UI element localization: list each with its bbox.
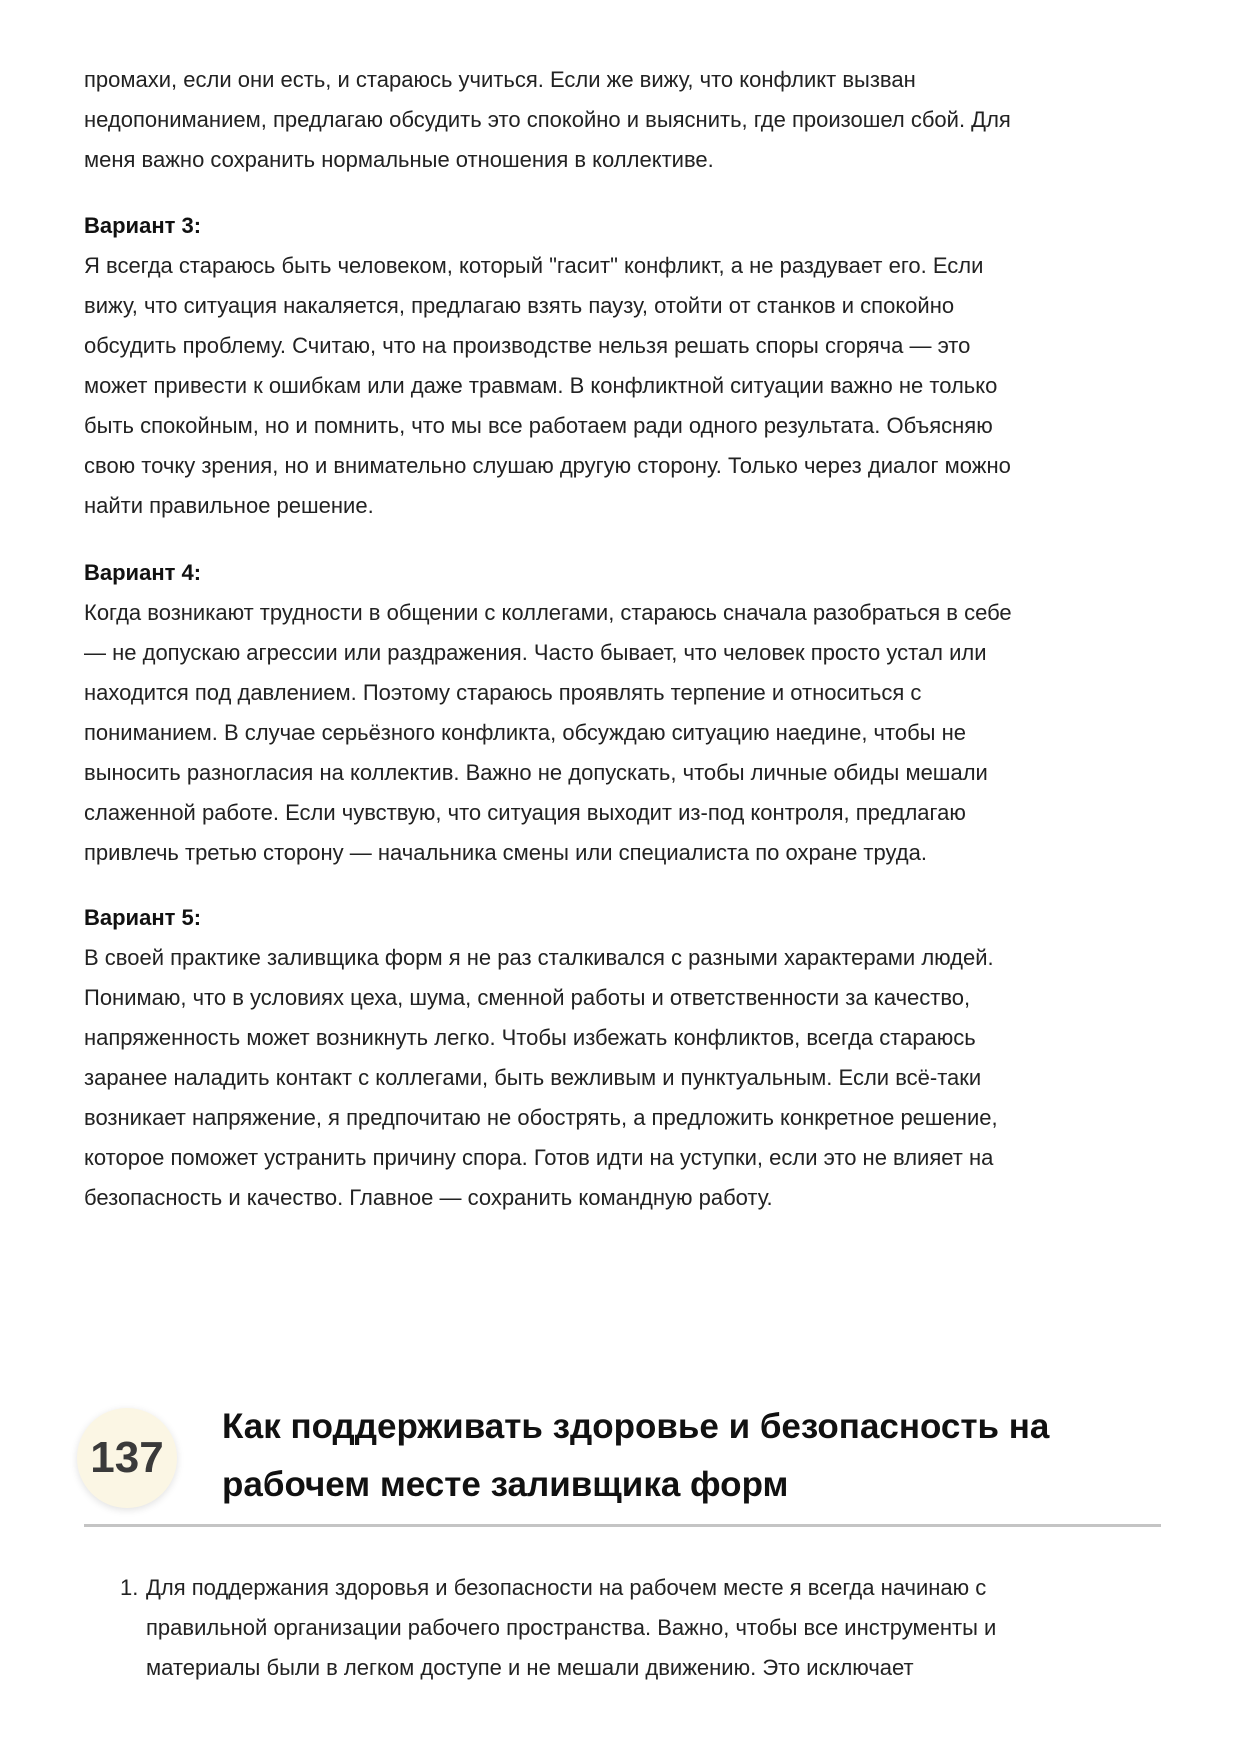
text-line: Понимаю, что в условиях цеха, шума, сменной работы и ответственности за качество, [84,985,971,1010]
text-line: слаженной работе. Если чувствую, что ситуация выходит из-под контроля, предлагаю [84,800,966,825]
variant-label: Вариант 5: [84,905,202,930]
variant-4 [84,553,1012,873]
text-line: которое поможет устранить причину спора. Готов идти на уступки, если это не влияет на [84,1145,994,1170]
text-line: может привести к ошибкам или даже травмам. В конфликтной ситуации важно не только [84,373,998,398]
list-marker: 1. [120,1575,139,1600]
section-divider [84,1524,1161,1527]
section-title-line: рабочем месте заливщика форм [222,1465,789,1504]
variant-5 [84,898,998,1218]
text-line: Для поддержания здоровья и безопасности на рабочем месте я всегда начинаю с [146,1575,987,1600]
text-line: В своей практике заливщика форм я не раз сталкивался с разными характерами людей. [84,945,994,970]
text-line: заранее наладить контакт с коллегами, быть вежливым и пунктуальным. Если всё-таки [84,1065,982,1090]
variant-label: Вариант 4: [84,560,202,585]
section-number-badge: 137 [77,1408,177,1508]
text-line: возникает напряжение, я предпочитаю не обострять, а предложить конкретное решение, [84,1105,998,1130]
variant-3 [84,206,1011,526]
intro-paragraph [84,60,1011,180]
text-line: Я всегда стараюсь быть человеком, который "гасит" конфликт, а не раздувает его. Если [84,253,984,278]
text-line: пониманием. В случае серьёзного конфликта, обсуждаю ситуацию наедине, чтобы не [84,720,966,745]
text-line: найти правильное решение. [84,493,374,518]
text-line: Когда возникают трудности в общении с коллегами, стараюсь сначала разобраться в себе [84,600,1012,625]
text-line: безопасность и качество. Главное — сохранить командную работу. [84,1185,773,1210]
text-line: свою точку зрения, но и внимательно слушаю другую сторону. Только через диалог можно [84,453,1011,478]
text-line: недопониманием, предлагаю обсудить это спокойно и выяснить, где произошел сбой. Для [84,107,1011,132]
text-line: выносить разногласия на коллектив. Важно не допускать, чтобы личные обиды мешали [84,760,988,785]
text-line: вижу, что ситуация накаляется, предлагаю взять паузу, отойти от станков и спокойно [84,293,955,318]
text-line: находится под давлением. Поэтому стараюсь проявлять терпение и относиться с [84,680,922,705]
text-line: быть спокойным, но и помнить, что мы все работаем ради одного результата. Объясняю [84,413,993,438]
text-line: привлечь третью сторону — начальника смены или специалиста по охране труда. [84,840,927,865]
text-line: материалы были в легком доступе и не мешали движению. Это исключает [146,1655,914,1680]
section-title-line: Как поддерживать здоровье и безопасность на [222,1407,1050,1446]
text-line: промахи, если они есть, и стараюсь учиться. Если же вижу, что конфликт вызван [84,67,916,92]
text-line: — не допускаю агрессии или раздражения. Часто бывает, что человек просто устал или [84,640,987,665]
text-line: меня важно сохранить нормальные отношения в коллективе. [84,147,714,172]
variant-label: Вариант 3: [84,213,202,238]
text-line: правильной организации рабочего пространства. Важно, чтобы все инструменты и [146,1615,997,1640]
text-line: обсудить проблему. Считаю, что на производстве нельзя решать споры сгоряча — это [84,333,971,358]
text-line: напряженность может возникнуть легко. Чтобы избежать конфликтов, всегда стараюсь [84,1025,976,1050]
section-title [222,1398,1049,1514]
